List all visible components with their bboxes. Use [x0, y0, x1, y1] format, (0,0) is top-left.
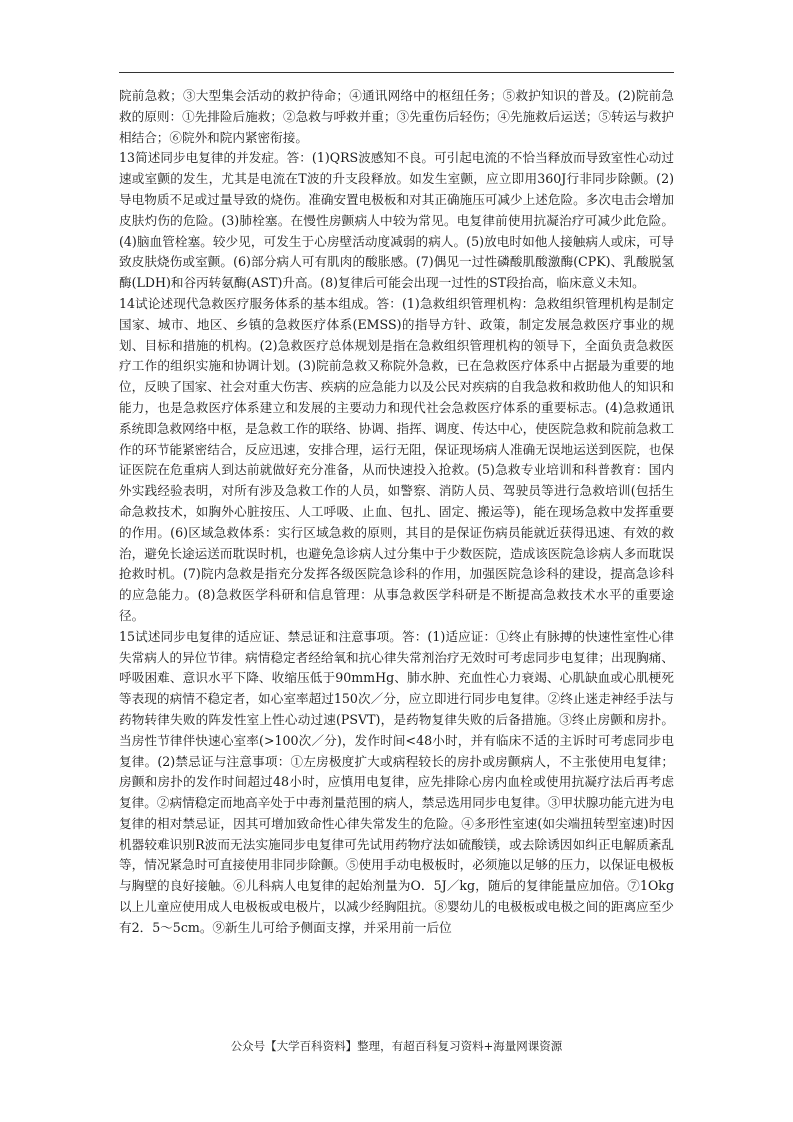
paragraph-q14-emss-composition: 14试论述现代急救医疗服务体系的基本组成。答：(1)急救组织管理机构：急救组织管理机构是制定国家、城市、地区、乡镇的急救医疗体系(EMSS)的指导方针、政策，制定发展急救医疗事业的规划、目标和措施的机构。(2)急救医疗总体规划是指在急救组织管理机构的领导下，全面负责急救医疗工作的组织实施和协调计划。(3)院前急救又称院外急救，已在急救医疗体系中占据最为重要的地位，反映了国家、社会对重大伤害、疾病的应急能力以及公民对疾病的自我急救和救助他人的知识和能力，也是急救医疗体系建立和发展的主要动力和现代社会急救医疗体系的重要标志。(4)急救通讯系统即急救网络中枢，是急救工作的联络、协调、指挥、调度、传达中心，使医院急救和院前急救工作的环节能紧密结合，反应迅速，安排合理，运行无阻，保证现场病人准确无误地运送到医院，也保证医院在危重病人到达前就做好充分准备，从而快速投入抢救。(5)急救专业培训和科普教育：国内外实践经验表明，对所有涉及急救工作的人员，如警察、消防人员、驾驶员等进行急救培训(包括生命急救技术，如胸外心脏按压、人工呼吸、止血、包扎、固定、搬运等)，能在现场急救中发挥重要的作用。(6)区域急救体系：实行区域急救的原则，其目的是保证伤病员能就近获得迅速、有效的救治，避免长途运送而耽误时机，也避免急诊病人过分集中于少数医院，造成该医院急诊病人多而耽误抢救时机。(7)院内急救是指充分发挥各级医院急诊科的作用，加强医院急诊科的建设，提高急诊科的应急能力。(8)急救医学科研和信息管理：从事急救医学科研是不断提高急救技术水平的重要途径。 [119, 295, 674, 623]
paragraph-q13-cardioversion-complications: 13简述同步电复律的并发症。答：(1)QRS波感知不良。可引起电流的不恰当释放而导致室性心动过速或室颤的发生，尤其是电流在T波的升支段释放。如发生室颤，应立即用360J行非同步除颤。(2)导电物质不足或过量导致的烧伤。准确安置电极板和对其正确施压可减少上述危险。多次电击会增加皮肤灼伤的危险。(3)肺栓塞。在慢性房颤病人中较为常见。电复律前使用抗凝治疗可减少此危险。(4)脑血管栓塞。较少见，可发生于心房壁活动度减弱的病人。(5)放电时如他人接触病人或床，可导致皮肤烧伤或室颤。(6)部分病人可有肌肉的酸胀感。(7)偶见一过性磷酸肌酸激酶(CPK)、乳酸脱氢酶(LDH)和谷丙转氨酶(AST)升高。(8)复律后可能会出现一过性的ST段抬高，临床意义未知。 [119, 150, 674, 291]
header-rule [119, 72, 674, 73]
document-body [119, 86, 674, 939]
paragraph-q15-cardioversion-indications: 15试述同步电复律的适应证、禁忌证和注意事项。答：(1)适应证：①终止有脉搏的快速性室性心律失常病人的异位节律。病情稳定者经给氧和抗心律失常剂治疗无效时可考虑同步电复律；出现胸痛、呼吸困难、意识水平下降、收缩压低于90mmHg、肺水肿、充血性心力衰竭、心肌缺血或心肌梗死等表现的病情不稳定者，如心室率超过150次／分，应立即进行同步电复律。②终止迷走神经手法与药物转律失败的阵发性室上性心动过速(PSVT)，是药物复律失败的后备措施。③终止房颤和房扑。当房性节律伴快速心室率(>100次／分)，发作时间<48小时，并有临床不适的主诉时可考虑同步电复律。(2)禁忌证与注意事项：①左房极度扩大或病程较长的房扑或房颤病人，不主张使用电复律；房颤和房扑的发作时间超过48小时，应慎用电复律，应先排除心房内血栓或使用抗凝疗法后再考虑复律。②病情稳定而地高辛处于中毒剂量范围的病人，禁忌选用同步电复律。③甲状腺功能亢进为电复律的相对禁忌证，因其可增加致命性心律失常发生的危险。④多形性室速(如尖端扭转型室速)时因机器较难识别R波而无法实施同步电复律可先试用药物疗法如硫酸镁，或去除诱因如纠正电解质紊乱等，情况紧急时可直接使用非同步除颤。⑤使用手动电极板时，必须施以足够的压力，以保证电极板与胸壁的良好接触。⑥儿科病人电复律的起始剂量为O．5J／kg，随后的复律能量应加倍。⑦1Okg以上儿童应使用成人电极板或电极片，以减少经胸阻抗。⑧婴幼儿的电极板或电极之间的距离应至少有2．5～5cm。⑨新生儿可给予侧面支撑，并采用前一后位 [119, 628, 674, 935]
page-footer: 公众号【大学百科资料】整理，有超百科复习资料+海量网课资源 [230, 1039, 563, 1053]
paragraph-first-aid-principles: 院前急救；③大型集会活动的救护待命；④通讯网络中的枢纽任务；⑤救护知识的普及。(2)院前急救的原则：①先排险后施救；②急救与呼救并重；③先重伤后轻伤；④先施救后运送；⑤转运与救护相结合；⑥院外和院内紧密衔接。 [119, 88, 674, 145]
